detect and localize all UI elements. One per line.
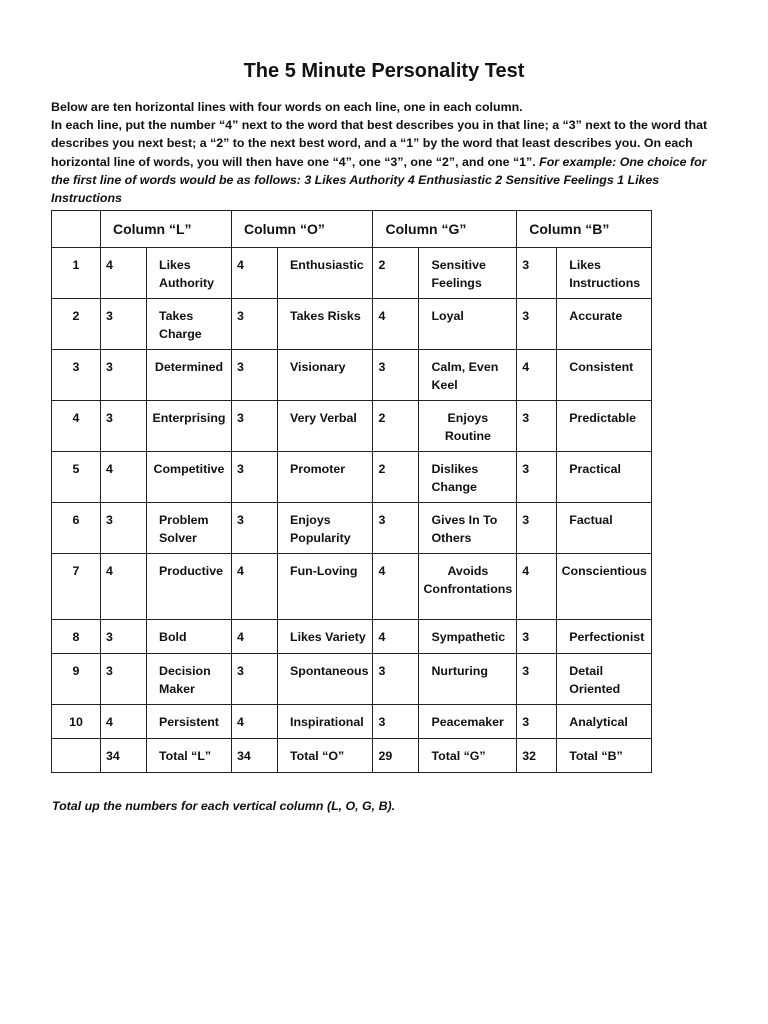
table-row <box>52 248 652 299</box>
row-number: 9 <box>52 654 101 705</box>
row-number: 3 <box>52 350 101 401</box>
column-header-g: Column “G” <box>373 211 517 248</box>
score-o: 3 <box>232 452 278 503</box>
score-b: 4 <box>517 350 557 401</box>
word-b: Practical <box>557 452 652 503</box>
table-row <box>52 401 652 452</box>
score-l: 4 <box>101 248 147 299</box>
instructions-line-1: Below are ten horizontal lines with four words on each line, one in each column. <box>51 100 523 114</box>
score-l: 3 <box>101 350 147 401</box>
row-number: 7 <box>52 554 101 620</box>
score-g: 3 <box>373 350 419 401</box>
word-g: Sensitive Feelings <box>419 248 517 299</box>
row-number: 2 <box>52 299 101 350</box>
score-b: 3 <box>517 299 557 350</box>
total-label-l: Total “L” <box>147 739 232 773</box>
score-o: 3 <box>232 401 278 452</box>
column-header-b: Column “B” <box>517 211 652 248</box>
total-label-o: Total “O” <box>278 739 373 773</box>
totals-blank-cell <box>52 739 101 773</box>
score-g: 3 <box>373 705 419 739</box>
word-b: Predictable <box>557 401 652 452</box>
table-row <box>52 620 652 654</box>
word-o: Very Verbal <box>278 401 373 452</box>
score-l: 3 <box>101 299 147 350</box>
word-o: Fun-Loving <box>278 554 373 620</box>
score-g: 3 <box>373 654 419 705</box>
word-b: Analytical <box>557 705 652 739</box>
word-l: Takes Charge <box>147 299 232 350</box>
word-b: Factual <box>557 503 652 554</box>
word-g: Sympathetic <box>419 620 517 654</box>
instructions-line-2: In each line, put the number “4” next to the word that best describes you in that line; a “3” next to the word that describes you next best; a “2” to the next best word, and a “1” by the word that least describes you. On each horizontal line of words, you will then have one “4”, one “3”, one “2”, and one “1”. <box>51 118 708 169</box>
total-label-b: Total “B” <box>557 739 652 773</box>
score-b: 4 <box>517 554 557 620</box>
word-o: Enthusiastic <box>278 248 373 299</box>
word-l: Decision Maker <box>147 654 232 705</box>
column-header-o: Column “O” <box>232 211 373 248</box>
score-o: 3 <box>232 503 278 554</box>
table-row <box>52 654 652 705</box>
total-label-g: Total “G” <box>419 739 517 773</box>
score-b: 3 <box>517 503 557 554</box>
row-number: 1 <box>52 248 101 299</box>
row-number: 8 <box>52 620 101 654</box>
page-title: The 5 Minute Personality Test <box>243 60 525 82</box>
word-l: Bold <box>147 620 232 654</box>
score-l: 4 <box>101 452 147 503</box>
score-g: 4 <box>373 620 419 654</box>
table-row <box>52 503 652 554</box>
word-l: Persistent <box>147 705 232 739</box>
score-g: 3 <box>373 503 419 554</box>
column-header-l: Column “L” <box>101 211 232 248</box>
table-row <box>52 299 652 350</box>
word-l: Enterprising <box>147 401 232 452</box>
score-b: 3 <box>517 620 557 654</box>
table-body <box>52 211 652 773</box>
row-number: 5 <box>52 452 101 503</box>
word-g: Loyal <box>419 299 517 350</box>
score-o: 3 <box>232 654 278 705</box>
personality-table <box>51 210 652 773</box>
instructions-example: For example: One choice for the first line of words would be as follows: 3 Likes Authority 4 Enthusiastic 2 Sensitive Feelings 1 Likes Instructions <box>51 154 707 206</box>
footer-note: Total up the numbers for each vertical column (L, O, G, B). <box>52 799 396 813</box>
score-o: 4 <box>232 705 278 739</box>
row-number: 4 <box>52 401 101 452</box>
score-b: 3 <box>517 248 557 299</box>
score-o: 4 <box>232 554 278 620</box>
word-l: Problem Solver <box>147 503 232 554</box>
word-g: Enjoys Routine <box>419 401 517 452</box>
score-g: 4 <box>373 554 419 620</box>
total-value-l: 34 <box>101 739 147 773</box>
word-b: Consistent <box>557 350 652 401</box>
score-l: 3 <box>101 401 147 452</box>
word-b: Accurate <box>557 299 652 350</box>
total-value-o: 34 <box>232 739 278 773</box>
score-o: 4 <box>232 248 278 299</box>
score-l: 3 <box>101 654 147 705</box>
word-g: Avoids Confrontations <box>419 554 517 620</box>
table-row <box>52 452 652 503</box>
instructions-body <box>51 116 711 207</box>
word-o: Spontaneous <box>278 654 373 705</box>
table-row <box>52 350 652 401</box>
word-b: Conscientious <box>557 554 652 620</box>
score-b: 3 <box>517 452 557 503</box>
total-value-b: 32 <box>517 739 557 773</box>
word-o: Enjoys Popularity <box>278 503 373 554</box>
score-g: 2 <box>373 452 419 503</box>
score-l: 3 <box>101 503 147 554</box>
word-o: Takes Risks <box>278 299 373 350</box>
word-g: Nurturing <box>419 654 517 705</box>
word-b: Likes Instructions <box>557 248 652 299</box>
score-o: 3 <box>232 299 278 350</box>
total-value-g: 29 <box>373 739 419 773</box>
word-g: Calm, Even Keel <box>419 350 517 401</box>
score-b: 3 <box>517 401 557 452</box>
row-number: 6 <box>52 503 101 554</box>
score-l: 4 <box>101 554 147 620</box>
word-g: Gives In To Others <box>419 503 517 554</box>
word-b: Detail Oriented <box>557 654 652 705</box>
word-g: Peacemaker <box>419 705 517 739</box>
word-o: Promoter <box>278 452 373 503</box>
word-o: Likes Variety <box>278 620 373 654</box>
instructions <box>51 98 711 207</box>
score-b: 3 <box>517 705 557 739</box>
table-row <box>52 705 652 739</box>
score-l: 3 <box>101 620 147 654</box>
table-header-row <box>52 211 652 248</box>
table-row <box>52 554 652 620</box>
score-l: 4 <box>101 705 147 739</box>
word-o: Visionary <box>278 350 373 401</box>
word-l: Likes Authority <box>147 248 232 299</box>
totals-row <box>52 739 652 773</box>
word-l: Productive <box>147 554 232 620</box>
score-o: 4 <box>232 620 278 654</box>
word-l: Competitive <box>147 452 232 503</box>
score-g: 2 <box>373 248 419 299</box>
score-g: 4 <box>373 299 419 350</box>
row-number: 10 <box>52 705 101 739</box>
score-o: 3 <box>232 350 278 401</box>
word-l: Determined <box>147 350 232 401</box>
score-b: 3 <box>517 654 557 705</box>
header-blank-cell <box>52 211 101 248</box>
word-g: Dislikes Change <box>419 452 517 503</box>
score-g: 2 <box>373 401 419 452</box>
word-b: Perfectionist <box>557 620 652 654</box>
word-o: Inspirational <box>278 705 373 739</box>
